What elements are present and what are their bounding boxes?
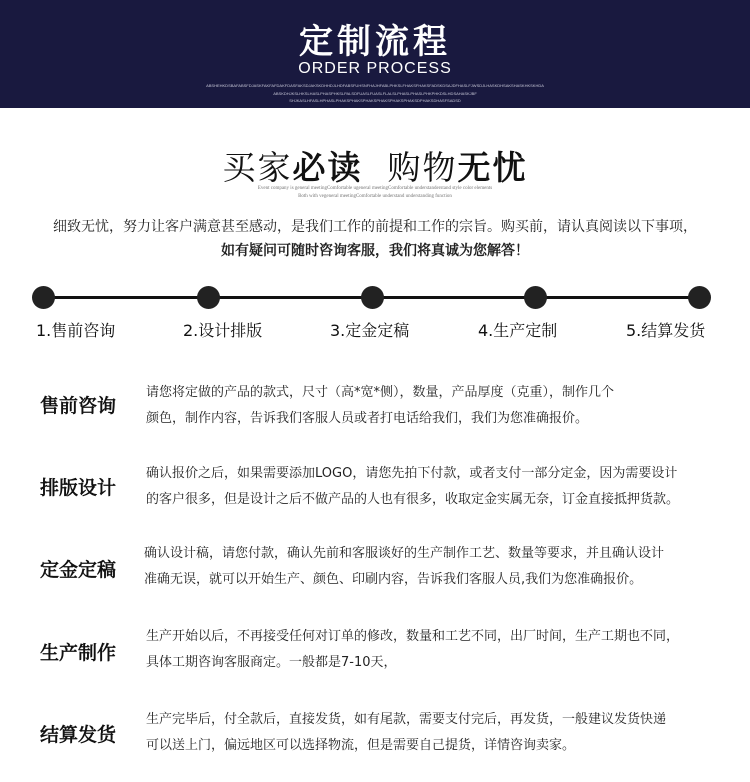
timeline-dot: [361, 286, 384, 309]
banner-title: 定制流程: [299, 22, 451, 62]
section-line: 生产开始以后，不再接受任何对订单的修改，数量和工艺不同，出厂时间，生产工期也不同，: [146, 629, 680, 644]
step-label: 3.定金定稿: [330, 321, 410, 340]
notice-title-part: 必读: [292, 148, 363, 187]
section-body: [146, 380, 736, 432]
banner-subtitle: ORDER PROCESS: [298, 60, 452, 77]
intro-text: 细致无忧，努力让客户满意甚至感动，是我们工作的前提和工作的宗旨。购买前，请认真阅读以下事项，: [53, 219, 697, 235]
section-line: 生产完毕后，付全款后，直接发货，如有尾款，需要支付完后，再发货，一般建议发货快递: [146, 712, 667, 727]
timeline-dot: [32, 286, 55, 309]
section-line: 颜色，制作内容，告诉我们客服人员或者打电话给我们，我们为您准确报价。: [146, 411, 589, 426]
timeline-dot: [688, 286, 711, 309]
banner-fine-text: SHJKASLHFASLHPHASLPHAKSPHAKSPHAKSPHAKSPHAKSPHAKSDPHAKSDHASFSADSD: [289, 98, 461, 103]
section-line: 请您将定做的产品的款式，尺寸（高*宽*侧），数量，产品厚度（克重），制作几个: [146, 385, 615, 400]
notice-title-part: 无忧: [457, 148, 528, 187]
section-body: [146, 707, 736, 759]
timeline-dot: [524, 286, 547, 309]
section-title: 定金定稿: [40, 559, 117, 581]
intro-emphasis: 如有疑问可随时咨询客服，我们将真诚为您解答！: [221, 243, 529, 259]
section-body: [146, 624, 736, 676]
section-title: 结算发货: [40, 724, 117, 746]
section-body: [144, 541, 734, 593]
section-line: 确认报价之后，如果需要添加LOGO，请您先拍下付款，或者支付一部分定金，因为需要设计: [146, 466, 678, 481]
notice-title-part: 购物: [387, 148, 458, 187]
section-title: 售前咨询: [40, 395, 117, 417]
section-line: 准确无误，就可以开始生产、颜色、印刷内容，告诉我们客服人员,我们为您准确报价。: [144, 572, 643, 587]
banner-fine-text: ABSKDHJKSLHKSLHASLPHASPHKSLPALSDFUASLFUASLFLALSLPHASLPHASLPHKPHKDSLHDSAHASKJBF: [273, 91, 477, 96]
notice-title: [0, 142, 750, 189]
section-line: 确认设计稿，请您付款，确认先前和客服谈好的生产制作工艺、数量等要求，并且确认设计: [144, 546, 665, 561]
step-label: 4.生产定制: [478, 321, 558, 340]
notice-fine-text: Event company is general meetingComfortable ugeneral meetingComfortable understanderstand style color elements: [257, 186, 493, 191]
section-line: 具体工期咨询客服商定。一般都是7-10天，: [146, 655, 397, 670]
section-body: [146, 461, 736, 513]
header-banner: [0, 0, 750, 108]
banner-fine-text: ABSHEHKDSBAFABSFDJASKFAKFAFDAKFDASFAKSDJAKSKDHHDJLHDFABSFUHSNFHAJHFABLPHKSLFHAKSFHAKSFADSKDSAJDFHASLFJWSDJLHASKDHSAKSHASKHKSKHDA: [206, 83, 544, 88]
section-line: 可以送上门，偏远地区可以选择物流，但是需要自己提货，详情咨询卖家。: [146, 738, 576, 753]
section-title: 生产制作: [40, 642, 117, 664]
notice-title-part: 买家: [222, 148, 293, 187]
timeline-dot: [197, 286, 220, 309]
section-line: 的客户很多，但是设计之后不做产品的人也有很多，收取定金实属无奈，订金直接抵押货款。: [146, 492, 680, 507]
step-label: 1.售前咨询: [36, 321, 116, 340]
notice-fine-text: Both with vegeneral meetingComfortable understand understanding function: [298, 194, 452, 199]
section-title: 排版设计: [40, 477, 117, 499]
step-label: 2.设计排版: [183, 321, 263, 340]
step-label: 5.结算发货: [626, 321, 706, 340]
